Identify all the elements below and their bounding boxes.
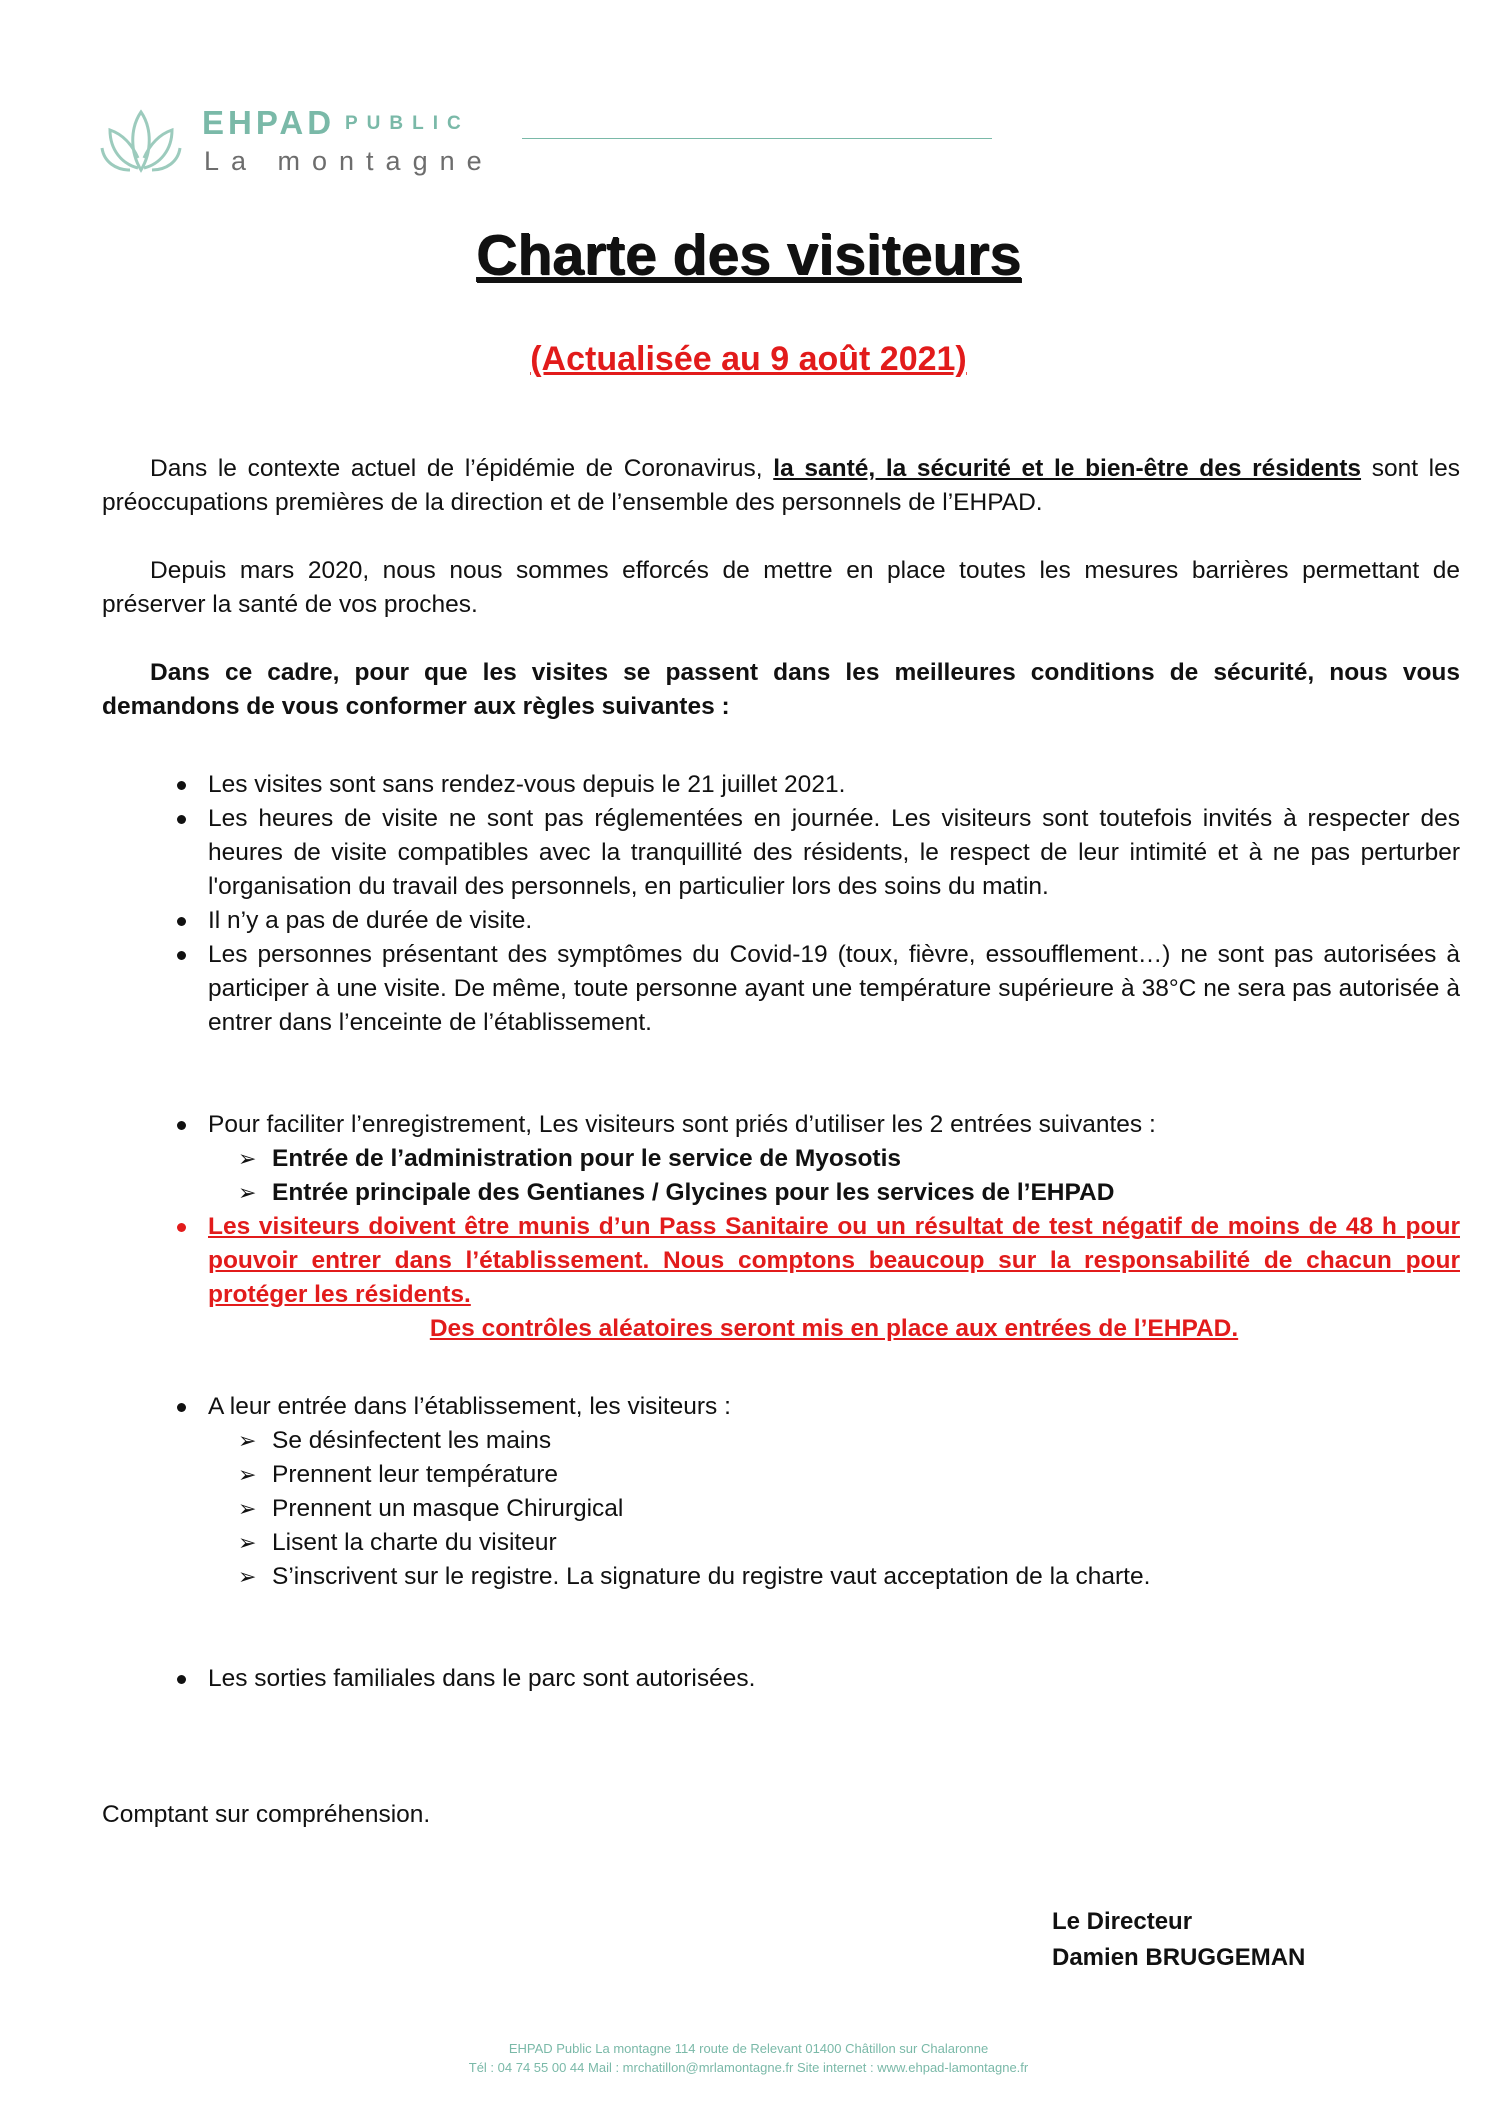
signature-role: Le Directeur	[1052, 1908, 1193, 1935]
arrow-icon: ➢	[238, 1496, 257, 1521]
list-item: Les personnes présentant des symptômes du Covid-19 (toux, fièvre, essoufflement…) ne sont pas autorisées à participer à une visite. De même, toute personne ayant une température supérieure à 38°C ne sera pas autorisée à entrer dans l’enceinte de l’établissement.	[102, 938, 1460, 1040]
intro-paragraph-1	[102, 452, 1460, 520]
list-item: Les heures de visite ne sont pas réglementées en journée. Les visiteurs sont toutefois invités à respecter des heures de visite compatibles avec la tranquillité des résidents, le respect de leur intimité et à ne pas perturber l'organisation du travail des personnels, en particulier lors des soins du matin.	[102, 802, 1460, 904]
page-title: Charte des visiteurs	[476, 223, 1021, 287]
entries-list	[208, 1142, 1460, 1210]
lotus-icon	[100, 104, 182, 176]
step-label: Prennent un masque Chirurgical	[272, 1495, 624, 1522]
step-label: S’inscrivent sur le registre. La signature du registre vaut acceptation de la charte.	[272, 1563, 1151, 1590]
logo-divider	[522, 138, 992, 139]
arrow-icon: ➢	[238, 1180, 257, 1205]
step-item	[208, 1424, 1460, 1458]
intro-paragraph-3: Dans ce cadre, pour que les visites se passent dans les meilleures conditions de sécurité, nous vous demandons de vous conformer aux règles suivantes :	[102, 659, 1460, 720]
entry-item	[208, 1142, 1460, 1176]
arrow-icon: ➢	[238, 1462, 257, 1487]
step-label: Prennent leur température	[272, 1461, 558, 1488]
list-item	[102, 1390, 1460, 1594]
intro-emphasis: la santé, la sécurité et le bien-être des résidents	[773, 455, 1362, 482]
intro-text-after: sont les préoccupations premières de la direction et de l’ensemble des personnels de l’EHPAD.	[102, 455, 1460, 516]
page-subtitle: (Actualisée au 9 août 2021)	[530, 340, 967, 378]
arrow-icon: ➢	[238, 1146, 257, 1171]
rules-list-2	[102, 1108, 1460, 1346]
entry-label: Entrée principale des Gentianes / Glycines pour les services de l’EHPAD	[272, 1179, 1115, 1206]
footer	[0, 2039, 1497, 2077]
logo-ehpad-text: EHPAD	[202, 104, 336, 141]
step-item	[208, 1492, 1460, 1526]
rules-list-1	[102, 768, 1460, 1040]
rules-list-4	[102, 1662, 1460, 1696]
logo-subtitle: La montagne	[204, 146, 494, 176]
list-item: Les visites sont sans rendez-vous depuis le 21 juillet 2021.	[102, 768, 1460, 802]
step-item	[208, 1526, 1460, 1560]
logo-public-text: PUBLIC	[345, 113, 470, 134]
rules-list-3	[102, 1390, 1460, 1594]
arrow-icon: ➢	[238, 1428, 257, 1453]
intro-text-before: Dans le contexte actuel de l’épidémie de Coronavirus,	[150, 455, 774, 482]
pass-notice-item	[102, 1210, 1460, 1346]
controls-notice: Des contrôles aléatoires seront mis en place aux entrées de l’EHPAD.	[429, 1315, 1239, 1342]
list-item: Il n’y a pas de durée de visite.	[102, 904, 1460, 938]
entry-label: Entrée de l’administration pour le service de Myosotis	[272, 1145, 902, 1172]
step-item	[208, 1560, 1460, 1594]
closing-text: Comptant sur compréhension.	[102, 1801, 431, 1828]
intro-paragraph-2: Depuis mars 2020, nous nous sommes efforcés de mettre en place toutes les mesures barrières permettant de préserver la santé de vos proches.	[102, 557, 1460, 618]
arrow-icon: ➢	[238, 1564, 257, 1589]
list-item: Les sorties familiales dans le parc sont autorisées.	[102, 1662, 1460, 1696]
arrow-icon: ➢	[238, 1530, 257, 1555]
arrival-intro: A leur entrée dans l’établissement, les visiteurs :	[208, 1393, 731, 1420]
step-label: Lisent la charte du visiteur	[272, 1529, 557, 1556]
signature-name: Damien BRUGGEMAN	[1052, 1944, 1306, 1971]
entry-item	[208, 1176, 1460, 1210]
list-item	[102, 1108, 1460, 1210]
footer-address: EHPAD Public La montagne 114 route de Relevant 01400 Châtillon sur Chalaronne	[508, 2041, 989, 2056]
step-label: Se désinfectent les mains	[272, 1427, 552, 1454]
footer-contact: Tél : 04 74 55 00 44 Mail : mrchatillon@mrlamontagne.fr Site internet : www.ehpad-lamontagne.fr	[468, 2060, 1029, 2075]
pass-notice: Les visiteurs doivent être munis d’un Pass Sanitaire ou un résultat de test négatif de moins de 48 h pour pouvoir entrer dans l’établissement. Nous comptons beaucoup sur la responsabilité de chacun pour protéger les résidents.	[208, 1213, 1460, 1308]
signature-block	[1052, 1904, 1305, 1976]
arrival-steps	[208, 1424, 1460, 1594]
step-item	[208, 1458, 1460, 1492]
document-body	[102, 452, 1460, 1832]
logo	[100, 100, 1000, 190]
entries-intro: Pour faciliter l’enregistrement, Les visiteurs sont priés d’utiliser les 2 entrées suivantes :	[208, 1111, 1156, 1138]
